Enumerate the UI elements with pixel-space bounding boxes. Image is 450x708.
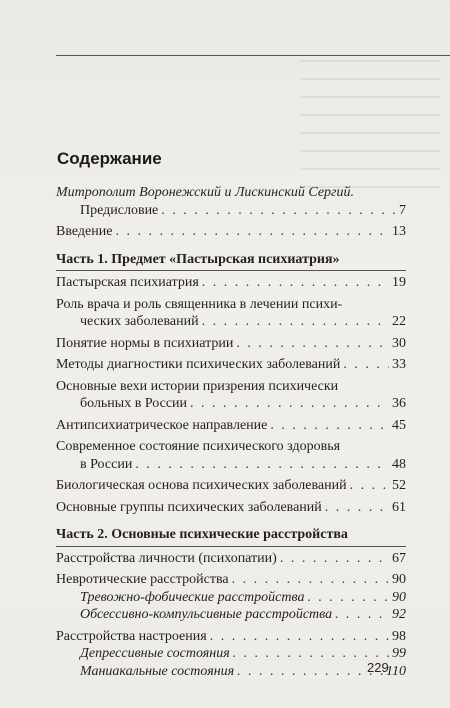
toc-entry-line (56, 645, 406, 663)
bleed-through-text (300, 60, 440, 200)
toc-subentry (56, 589, 406, 607)
toc-entry-title-cont: в России (80, 456, 133, 472)
toc-entry-title: Современное состояние психического здоровья (56, 439, 341, 454)
toc-entry-line (56, 571, 406, 589)
toc-entry-line (56, 663, 406, 681)
toc-entry-title: Тревожно-фобические расстройства (80, 589, 305, 605)
toc-entry-page: 7 (399, 202, 406, 218)
toc-entry (56, 438, 406, 473)
toc-entry-page: 99 (392, 646, 406, 661)
leader-dots (202, 313, 389, 331)
toc-entry-page: 52 (392, 478, 406, 493)
leader-dots (280, 550, 389, 568)
leader-dots (232, 571, 389, 589)
leader-dots (161, 202, 396, 220)
toc-entry-page: 98 (392, 628, 406, 644)
toc-entry (56, 628, 406, 646)
toc-entry-line (56, 477, 406, 495)
toc-entry-preface (56, 184, 406, 219)
leader-dots (190, 395, 389, 413)
toc-entry-page: 19 (392, 275, 406, 290)
leader-dots (335, 606, 389, 624)
toc-subentry (56, 645, 406, 663)
toc-entry-title: Роль врача и роль священника в лечении психи- (56, 296, 343, 312)
toc-entry-title: Биологическая основа психических заболеваний (56, 478, 347, 493)
toc-entry-line (56, 335, 406, 353)
toc-entry-title: Депрессивные состояния (80, 646, 230, 661)
toc-entry-page: 110 (386, 663, 406, 679)
leader-dots (325, 499, 389, 517)
toc-entry-line (56, 202, 406, 220)
toc-entry-page: 92 (392, 607, 406, 622)
toc-entry-page: 61 (392, 499, 406, 515)
toc-entry-line (56, 456, 406, 474)
toc-entry (56, 417, 406, 435)
leader-dots (236, 335, 389, 353)
toc-entry-page: 67 (392, 550, 406, 566)
toc-entry-author: Митрополит Воронежский и Лискинский Сергий. (56, 185, 354, 200)
toc-entry-line (56, 274, 406, 292)
toc-entry-title: Предисловие (80, 202, 159, 218)
header-rule (56, 55, 450, 56)
toc-entry-title: Введение (56, 224, 113, 239)
toc-entry-title: Расстройства настроения (56, 628, 207, 644)
toc-entry-line (56, 606, 406, 624)
leader-dots (350, 477, 389, 495)
toc-entry (56, 499, 406, 517)
toc-entry (56, 335, 406, 353)
leader-dots (270, 417, 389, 435)
toc-subentry (56, 663, 406, 681)
leader-dots (343, 356, 389, 374)
toc-entry-page: 33 (392, 357, 406, 372)
toc-entry-line (56, 223, 406, 241)
toc-entry (56, 550, 406, 568)
toc-entry-title-cont: больных в России (80, 396, 188, 411)
toc-part-heading: Часть 1. Предмет «Пастырская психиатрия» (56, 251, 406, 272)
leader-dots (135, 456, 389, 474)
toc-entry-line (56, 499, 406, 517)
toc-entry-introduction (56, 223, 406, 241)
toc-entry-line (56, 356, 406, 374)
leader-dots (115, 223, 389, 241)
leader-dots (237, 663, 383, 681)
toc-entry-page: 36 (392, 396, 406, 411)
leader-dots (307, 589, 389, 607)
toc-entry-page: 48 (392, 456, 406, 472)
toc-subentry (56, 606, 406, 624)
toc-entry-title: Антипсихиатрическое направление (56, 417, 268, 433)
page-number: 229 (367, 660, 389, 675)
leader-dots (233, 645, 389, 663)
toc-entry-title: Маниакальные состояния (80, 663, 235, 679)
toc-entry-line (56, 313, 406, 331)
toc-entry-line (56, 628, 406, 646)
toc-entry-page: 30 (392, 335, 406, 351)
toc-entry-line (56, 395, 406, 413)
table-of-contents (56, 184, 406, 680)
toc-entry-title: Методы диагностики психических заболеваний (56, 357, 341, 372)
toc-entry-page: 22 (392, 314, 406, 329)
toc-entry-title: Понятие нормы в психиатрии (56, 335, 234, 351)
toc-entry-title: Основные вехи истории призрения психически (56, 378, 339, 394)
toc-entry (56, 274, 406, 292)
leader-dots (202, 274, 389, 292)
toc-entry-page: 90 (392, 589, 406, 605)
toc-entry-title-cont: ческих заболеваний (80, 314, 199, 329)
toc-part-heading: Часть 2. Основные психические расстройства (56, 526, 406, 547)
leader-dots (210, 628, 389, 646)
toc-entry-line (56, 550, 406, 568)
toc-entry (56, 378, 406, 413)
toc-entry-title: Основные группы психических заболеваний (56, 499, 322, 515)
toc-entry-title: Расстройства личности (психопатии) (56, 550, 277, 566)
toc-entry (56, 296, 406, 331)
toc-entry-page: 13 (392, 224, 406, 239)
toc-entry-title: Невротические расстройства (56, 572, 229, 587)
toc-entry-page: 45 (392, 417, 406, 433)
toc-entry (56, 571, 406, 589)
toc-entry-title: Пастырская психиатрия (56, 275, 199, 290)
toc-entry-title: Обсессивно-компульсивные расстройства (80, 607, 333, 622)
toc-entry (56, 356, 406, 374)
toc-entry-page: 90 (392, 572, 406, 587)
toc-entry (56, 477, 406, 495)
page-title: Содержание (57, 149, 162, 168)
toc-entry-line (56, 589, 406, 607)
toc-entry-line (56, 417, 406, 435)
